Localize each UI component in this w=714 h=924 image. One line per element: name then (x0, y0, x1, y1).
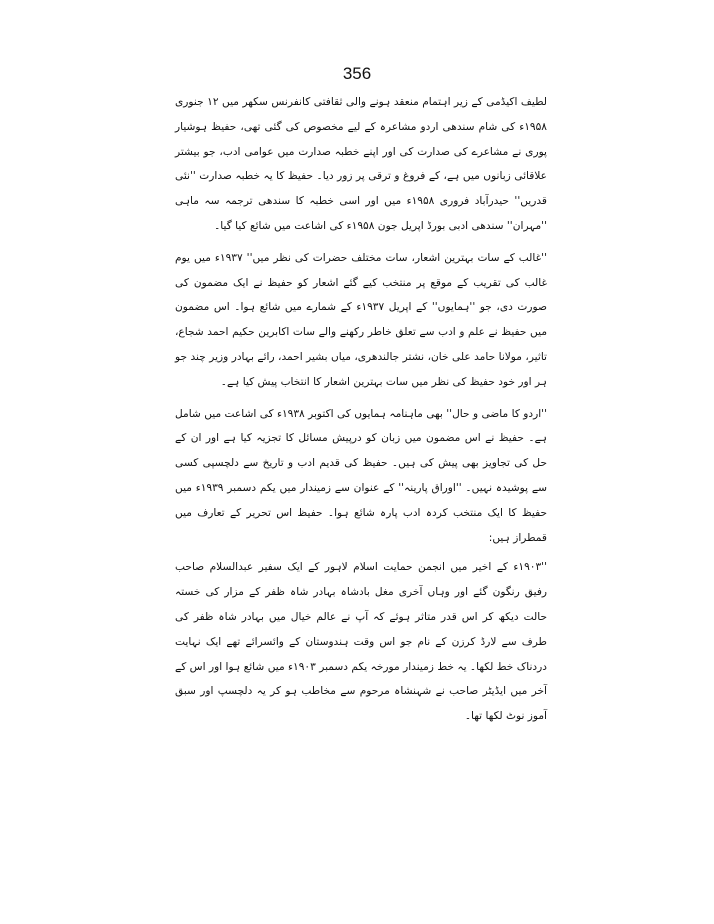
page-number: 356 (342, 64, 372, 83)
body-text (175, 90, 547, 736)
paragraph-ghalib-verses: ''غالب کے سات بہترین اشعار، سات مختلف حضرات کی نظر میں'' ۱۹۳۷ء میں یوم غالب کی تقریب کے موقع پر منتخب کیے گئے اشعار کو حفیظ نے ایک مضمون کی صورت دی، جو ''ہمایوں'' کے اپریل ۱۹۳۷ء کے شمارے میں شائع ہوا۔ اس مضمون میں حفیظ نے علم و ادب سے تعلق خاطر رکھنے والے سات اکابرین حکیم احمد شجاع، تاثیر، مولانا حامد علی خان، نشتر جالندھری، میاں بشیر احمد، رائے بہادر وزیر چند جو ہر اور خود حفیظ کی نظر میں سات بہترین اشعار کا انتخاب پیش کیا ہے۔ (175, 251, 547, 388)
paragraph-quotation: ''۱۹۰۳ء کے اخیر میں انجمن حمایت اسلام لاہور کے ایک سفیر عبدالسلام صاحب رفیق رنگون گئے اور وہاں آخری مغل بادشاہ بہادر شاہ ظفر کے مزار کی خستہ حالت دیکھ کر اس قدر متاثر ہوئے کہ آپ نے عالم خیال میں بہادر شاہ ظفر کی طرف سے لارڈ کرزن کے نام جو اس وقت ہندوستان کے وائسرائے تھے ایک نہایت دردناک خط لکھا۔ یہ خط زمیندار مورخہ یکم دسمبر ۱۹۰۳ء میں شائع ہوا اور اس کے آخر میں ایڈیٹر صاحب نے شہنشاہ مرحوم سے مخاطب ہو کر یہ دلچسپ اور سبق آموز نوٹ لکھا تھا۔ (175, 561, 547, 723)
paragraph-conference: لطیف اکیڈمی کے زیر اہتمام منعقد ہونے والی ثقافتی کانفرنس سکھر میں ۱۲ جنوری ۱۹۵۸ء کی شام سندھی اردو مشاعرہ کے لیے مخصوص کی گئی تھی، حفیظ ہوشیار پوری نے مشاعرے کی صدارت کی اور اپنے خطبہ صدارت میں عوامی ادب، جو بیشتر علاقائی زبانوں میں ہے، کے فروغ و ترقی پر زور دیا۔ حفیظ کا یہ خطبہ صدارت ''نئی قدریں'' حیدرآباد فروری ۱۹۵۸ء میں اور اسی خطبہ کا سندھی ترجمہ سہ ماہی ''مہران'' سندھی ادبی بورڈ اپریل جون ۱۹۵۸ء کی اشاعت میں شائع کیا گیا۔ (175, 96, 548, 232)
paragraph-urdu-past-present: ''اردو کا ماضی و حال'' بھی ماہنامہ ہمایوں کی اکتوبر ۱۹۳۸ء کی اشاعت میں شامل ہے۔ حفیظ نے اس مضمون میں زبان کو درپیش مسائل کا تجزیہ کیا ہے اور ان کے حل کی تجاویز بھی پیش کی ہیں۔ حفیظ کی قدیم ادب و تاریخ سے دلچسپی کسی سے پوشیدہ نہیں۔ ''اوراق پارینہ'' کے عنوان سے زمیندار میں یکم دسمبر ۱۹۳۹ء میں حفیظ کا ایک منتخب کردہ ادب پارہ شائع ہوا۔ حفیظ اس تحریر کے تعارف میں قمطراز ہیں: (175, 407, 547, 544)
